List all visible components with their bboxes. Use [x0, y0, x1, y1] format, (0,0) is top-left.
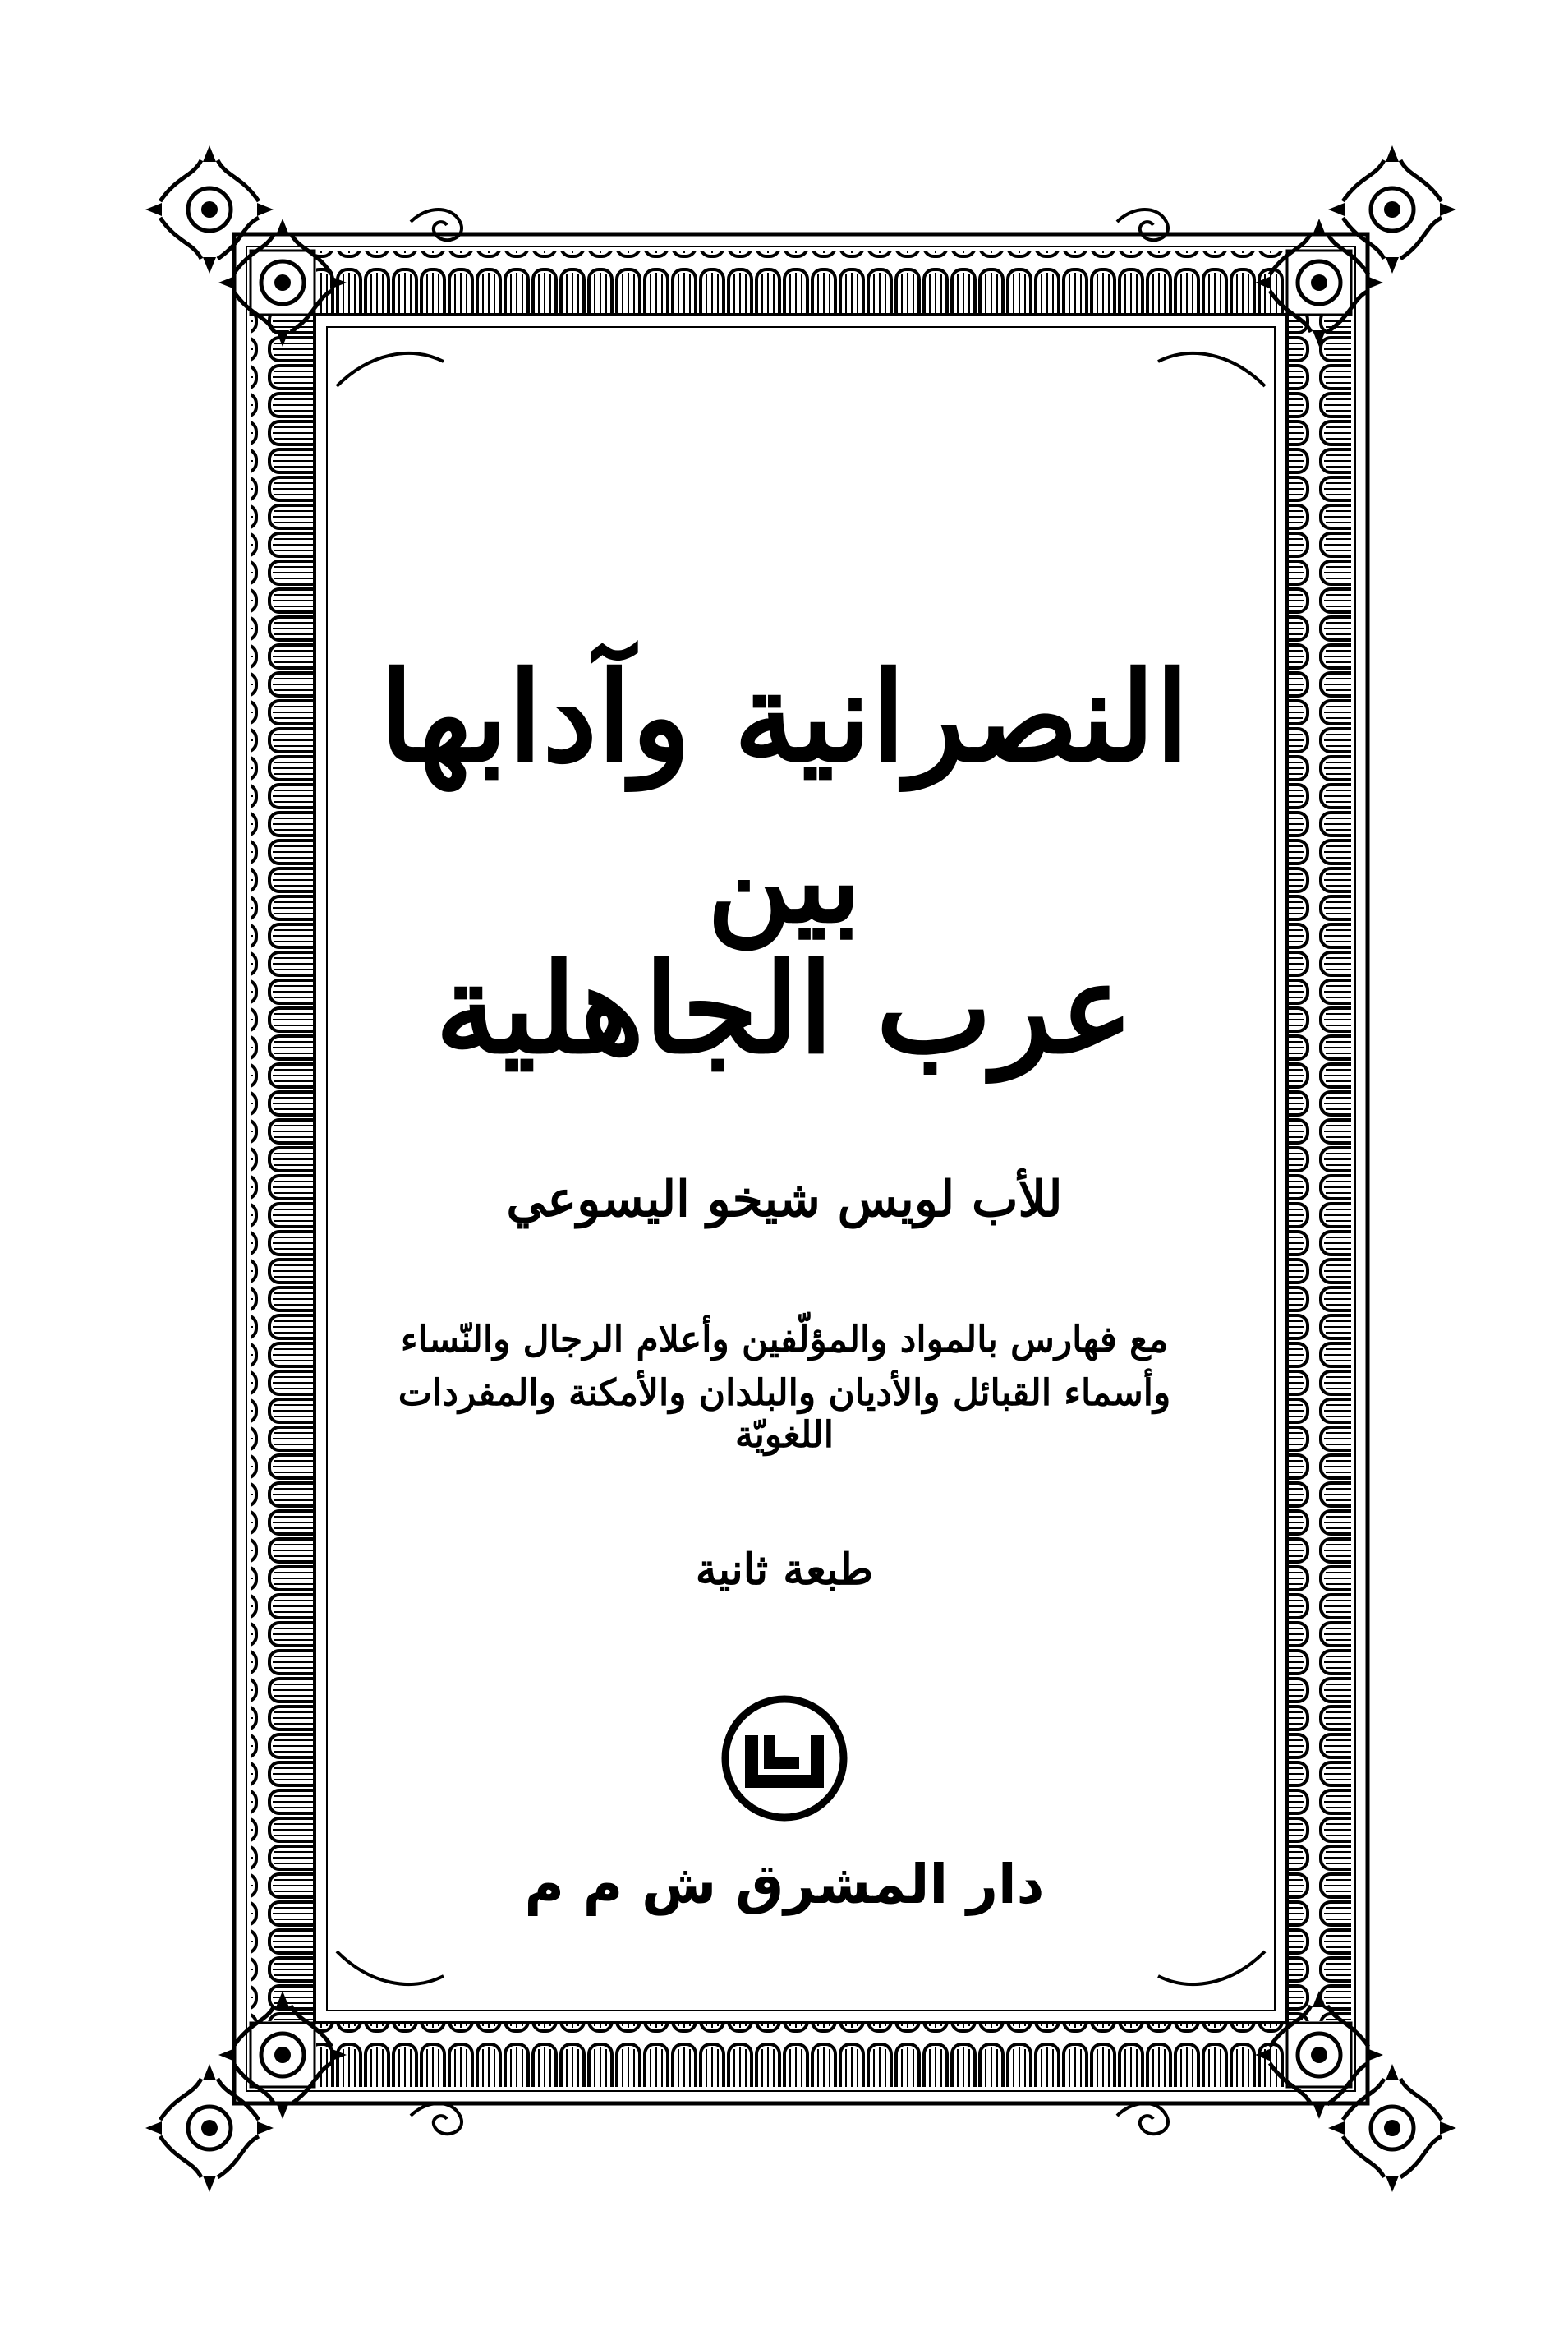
book-title-line-1: النصرانية وآدابها — [379, 645, 1189, 790]
publisher-name: دار المشرق ش م م — [524, 1853, 1045, 1916]
author-line: للأب لويس شيخو اليسوعي — [506, 1171, 1063, 1228]
edition-label: طبعة ثانية — [695, 1545, 874, 1595]
book-title-line-2: بين — [707, 814, 862, 949]
book-title-line-3: عرب الجاهلية — [435, 937, 1134, 1081]
dar-el-machreq-logo-icon — [719, 1693, 850, 1824]
title-page-content — [345, 345, 1224, 2005]
subtitle-line-1: مع فهارس بالمواد والمؤلّفين وأعلام الرجال والنّساء — [400, 1319, 1169, 1361]
subtitle-line-2: وأسماء القبائل والأديان والبلدان والأمكنة والمفردات اللغويّة — [398, 1372, 1171, 1456]
